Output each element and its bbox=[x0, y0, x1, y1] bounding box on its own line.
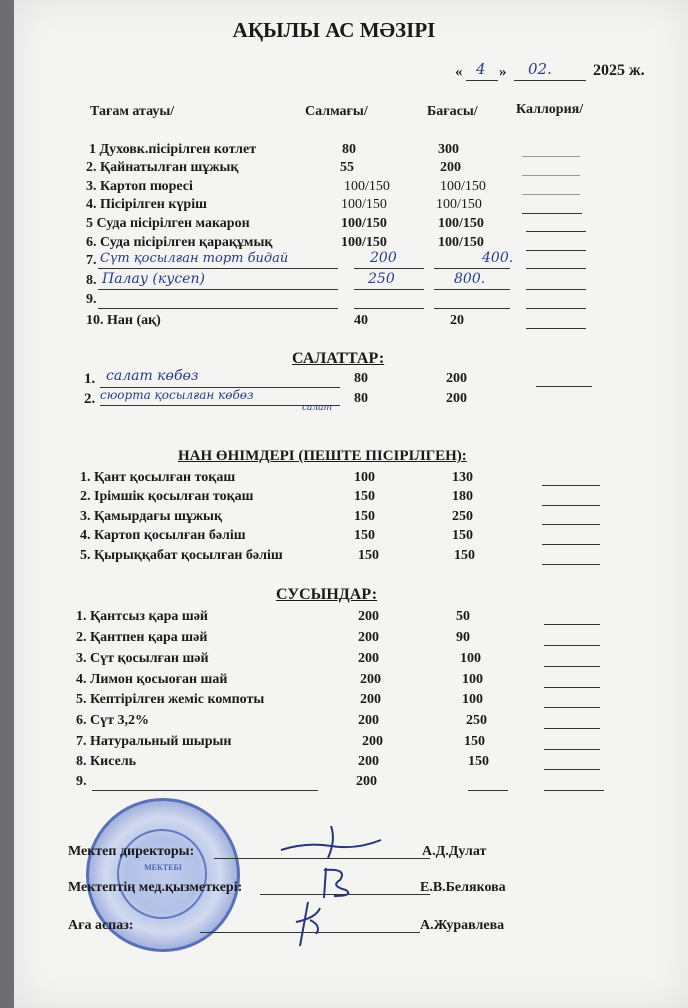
write-in-line bbox=[468, 790, 508, 791]
signature-person: Е.В.Белякова bbox=[420, 880, 506, 895]
drink-item-price: 250 bbox=[466, 713, 487, 728]
bakery-item-name: 4. Картоп қосылған бәліш bbox=[80, 528, 246, 543]
header-weight: Салмағы/ bbox=[305, 104, 368, 119]
write-in-line bbox=[98, 268, 338, 269]
main-item-price-handwritten: 800. bbox=[454, 271, 486, 287]
date-day-line bbox=[466, 80, 498, 81]
write-in-line bbox=[98, 308, 338, 309]
salad-name-handwritten-2: салат bbox=[302, 403, 333, 413]
main-item-number: 7. bbox=[86, 253, 97, 268]
bakery-item-weight: 100 bbox=[354, 470, 375, 485]
drink-item-weight: 200 bbox=[358, 651, 379, 666]
main-item-name: 3. Картоп пюресі bbox=[86, 179, 193, 194]
calorie-line bbox=[522, 175, 580, 176]
drink-item-name: 9. bbox=[76, 774, 87, 789]
bakery-item-name: 3. Қамырдағы шұжық bbox=[80, 509, 223, 524]
calorie-line bbox=[544, 645, 600, 646]
main-item-weight: 100/150 bbox=[341, 235, 387, 250]
drink-item-name: 3. Сүт қосылған шәй bbox=[76, 651, 209, 666]
calorie-line bbox=[526, 231, 586, 232]
signature-role: Аға аспаз: bbox=[68, 918, 134, 933]
main-item-weight-handwritten: 250 bbox=[368, 271, 395, 287]
drink-item-price: 100 bbox=[462, 692, 483, 707]
date-month: 02. bbox=[528, 60, 552, 78]
calorie-line bbox=[542, 524, 600, 525]
signature-person: А.Д.Дулат bbox=[422, 844, 487, 859]
drink-item-name: 5. Кептірілген жеміс компоты bbox=[76, 692, 265, 707]
main-item-price: 100/150 bbox=[438, 235, 484, 250]
drink-item-weight: 200 bbox=[360, 672, 381, 687]
main-item-name: 10. Нан (ақ) bbox=[86, 313, 161, 328]
drink-item-weight: 200 bbox=[358, 609, 379, 624]
write-in-line bbox=[434, 289, 510, 290]
main-item-weight: 100/150 bbox=[344, 179, 390, 194]
main-item-weight: 40 bbox=[354, 313, 368, 328]
main-item-weight-handwritten: 200 bbox=[370, 250, 397, 266]
calorie-line bbox=[544, 728, 600, 729]
calorie-line bbox=[542, 485, 600, 486]
bakery-item-price: 250 bbox=[452, 509, 473, 524]
header-name: Тағам атауы/ bbox=[90, 104, 175, 119]
drink-item-weight: 200 bbox=[360, 692, 381, 707]
main-item-price: 100/150 bbox=[440, 179, 486, 194]
main-item-price: 300 bbox=[438, 142, 459, 157]
calorie-line bbox=[544, 769, 600, 770]
bakery-item-name: 5. Қырыққабат қосылған бәліш bbox=[80, 548, 283, 563]
salad-weight: 80 bbox=[354, 391, 368, 406]
main-item-number: 9. bbox=[86, 292, 97, 307]
chef-signature bbox=[286, 898, 336, 950]
menu-document bbox=[14, 0, 688, 1008]
drink-item-name: 4. Лимон қосыоған шай bbox=[76, 672, 228, 687]
stamp-inner-ring bbox=[117, 829, 207, 919]
drink-item-name: 7. Натуральный шырын bbox=[76, 734, 232, 749]
bakery-item-weight: 150 bbox=[354, 489, 375, 504]
header-calories: Каллория/ bbox=[516, 102, 584, 117]
drink-item-name: 2. Қантпен қара шәй bbox=[76, 630, 208, 645]
main-item-name-handwritten: Сүт қосылған торт бидай bbox=[100, 251, 289, 266]
write-in-line bbox=[434, 308, 510, 309]
main-item-price: 20 bbox=[450, 313, 464, 328]
main-item-name: 1 Духовк.пісірілген котлет bbox=[89, 142, 257, 157]
salad-price: 200 bbox=[446, 391, 467, 406]
main-item-weight: 80 bbox=[342, 142, 356, 157]
calorie-line bbox=[544, 790, 604, 791]
drink-item-weight: 200 bbox=[358, 713, 379, 728]
drink-item-price: 50 bbox=[456, 609, 470, 624]
bakery-item-price: 150 bbox=[452, 528, 473, 543]
calorie-line bbox=[526, 250, 586, 251]
write-in-line bbox=[434, 268, 510, 269]
main-item-number: 8. bbox=[86, 273, 97, 288]
calorie-line bbox=[522, 194, 580, 195]
drink-item-price: 150 bbox=[468, 754, 489, 769]
calorie-line bbox=[544, 749, 600, 750]
salad-name-handwritten: салат көбөз bbox=[106, 368, 199, 384]
main-item-weight: 100/150 bbox=[341, 197, 387, 212]
salad-number: 1. bbox=[84, 371, 96, 387]
signature-role: Мектептің мед.қызметкері: bbox=[68, 880, 243, 895]
bakery-item-name: 2. Ірімшік қосылған тоқаш bbox=[80, 489, 254, 504]
calorie-line bbox=[536, 386, 592, 387]
main-item-weight: 55 bbox=[340, 160, 354, 175]
date-close-quote: » bbox=[499, 64, 507, 80]
drink-item-weight: 200 bbox=[362, 734, 383, 749]
write-in-line bbox=[92, 790, 318, 791]
write-in-line bbox=[354, 308, 424, 309]
calorie-line bbox=[522, 156, 580, 157]
salads-heading: САЛАТТАР: bbox=[292, 350, 385, 367]
main-item-name: 4. Пісірілген күріш bbox=[86, 197, 207, 212]
calorie-line bbox=[542, 544, 600, 545]
main-item-name: 6. Суда пісірілген қарақұмық bbox=[86, 235, 273, 250]
signature-person: А.Журавлева bbox=[420, 918, 505, 933]
calorie-line bbox=[542, 505, 600, 506]
drink-item-price: 100 bbox=[460, 651, 481, 666]
bakery-heading: НАН ӨНІМДЕРІ (ПЕШТЕ ПІСІРІЛГЕН): bbox=[178, 448, 467, 464]
salad-price: 200 bbox=[446, 371, 467, 386]
document-title: АҚЫЛЫ АС МӘЗІРІ bbox=[232, 18, 436, 42]
bakery-item-price: 150 bbox=[454, 548, 475, 563]
drink-item-price: 90 bbox=[456, 630, 470, 645]
main-item-weight: 100/150 bbox=[341, 216, 387, 231]
bakery-item-name: 1. Қант қосылған тоқаш bbox=[80, 470, 236, 485]
salad-weight: 80 bbox=[354, 371, 368, 386]
main-item-price: 100/150 bbox=[436, 197, 482, 212]
date-day: 4 bbox=[476, 60, 486, 78]
write-in-line bbox=[98, 289, 338, 290]
bakery-item-weight: 150 bbox=[354, 509, 375, 524]
salad-name-handwritten: сюорта қосылған көбөз bbox=[100, 388, 254, 402]
date-open-quote: « bbox=[455, 64, 463, 80]
date-month-line bbox=[514, 80, 586, 81]
calorie-line bbox=[522, 213, 582, 214]
calorie-line bbox=[544, 624, 600, 625]
calorie-line bbox=[526, 328, 586, 329]
bakery-item-price: 130 bbox=[452, 470, 473, 485]
main-item-price-handwritten: 400. bbox=[482, 250, 514, 266]
main-item-price: 100/150 bbox=[438, 216, 484, 231]
director-signature bbox=[276, 822, 386, 862]
drinks-heading: СУСЫНДАР: bbox=[276, 586, 378, 603]
write-in-line bbox=[354, 268, 424, 269]
drink-item-price: 100 bbox=[462, 672, 483, 687]
drink-item-weight: 200 bbox=[358, 630, 379, 645]
calorie-line bbox=[526, 289, 586, 290]
drink-item-weight: 200 bbox=[358, 754, 379, 769]
drink-item-name: 8. Кисель bbox=[76, 754, 137, 769]
drink-item-weight: 200 bbox=[356, 774, 377, 789]
nurse-signature bbox=[314, 862, 364, 902]
write-in-line bbox=[100, 405, 340, 406]
main-item-price: 200 bbox=[440, 160, 461, 175]
bakery-item-weight: 150 bbox=[358, 548, 379, 563]
header-price: Бағасы/ bbox=[427, 104, 478, 119]
bakery-item-price: 180 bbox=[452, 489, 473, 504]
bakery-item-weight: 150 bbox=[354, 528, 375, 543]
calorie-line bbox=[544, 666, 600, 667]
main-item-name-handwritten: Палау (кусеп) bbox=[102, 271, 205, 287]
main-item-name: 2. Қайнатылған шұжық bbox=[86, 160, 239, 175]
drink-item-name: 6. Сүт 3,2% bbox=[76, 713, 149, 728]
drink-item-price: 150 bbox=[464, 734, 485, 749]
calorie-line bbox=[526, 268, 586, 269]
write-in-line bbox=[354, 289, 424, 290]
calorie-line bbox=[544, 707, 600, 708]
calorie-line bbox=[542, 564, 600, 565]
salad-number: 2. bbox=[84, 391, 96, 407]
date-year: 2025 ж. bbox=[593, 62, 645, 79]
calorie-line bbox=[544, 687, 600, 688]
stamp-text: МЕКТЕБІ bbox=[144, 863, 182, 872]
calorie-line bbox=[526, 308, 586, 309]
main-item-name: 5 Суда пісірілген макарон bbox=[86, 216, 250, 231]
drink-item-name: 1. Қантсыз қара шәй bbox=[76, 609, 208, 624]
signature-role: Мектеп директоры: bbox=[68, 844, 195, 859]
